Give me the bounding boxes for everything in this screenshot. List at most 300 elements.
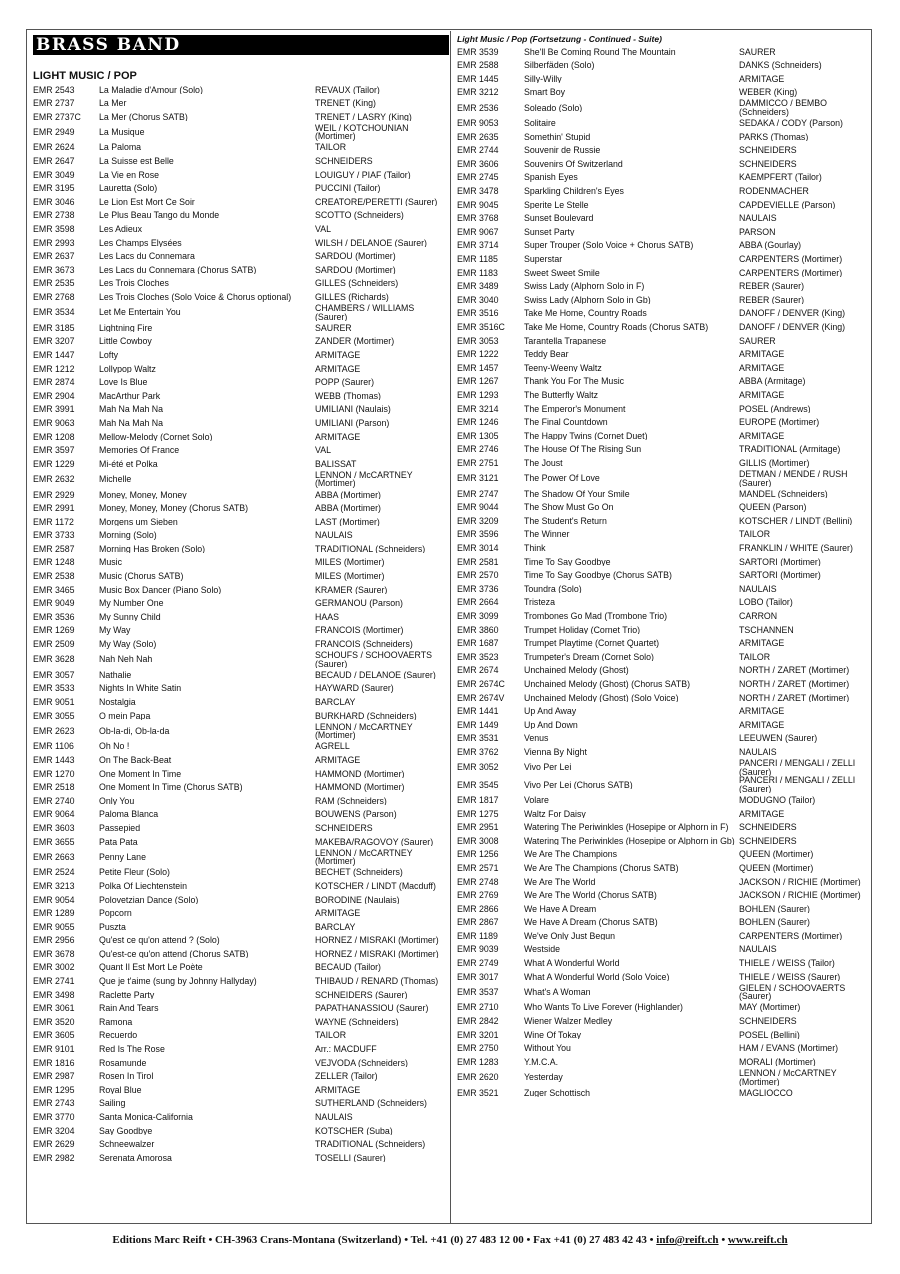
catalog-number: EMR 3539 xyxy=(457,46,499,57)
piece-title: Sweet Sweet Smile xyxy=(524,268,600,278)
catalog-number: EMR 2987 xyxy=(33,1071,75,1082)
catalog-row xyxy=(33,335,446,349)
catalog-row xyxy=(33,1029,446,1043)
composer-arranger: SCHNEIDERS (Saurer) xyxy=(315,990,408,1000)
piece-title: Toundra (Solo) xyxy=(524,584,582,594)
catalog-row xyxy=(33,321,446,335)
composer-arranger: MILES (Mortimer) xyxy=(315,572,385,581)
catalog-number: EMR 2674C xyxy=(457,679,505,689)
composer-arranger: BURKHARD (Schneiders) xyxy=(315,711,417,721)
composer-arranger: TOSELLI (Saurer) xyxy=(315,1153,386,1163)
piece-title: Morning Has Broken (Solo) xyxy=(99,544,206,554)
catalog-row xyxy=(457,514,870,528)
catalog-row xyxy=(457,650,870,664)
piece-title: Somethin' Stupid xyxy=(524,132,591,142)
piece-title: Les Lacs du Connemara (Chorus SATB) xyxy=(99,265,257,275)
catalog-row xyxy=(457,623,870,637)
composer-arranger: SARTORI (Mortimer) xyxy=(739,571,821,580)
catalog-row xyxy=(33,444,446,458)
catalog-number: EMR 3533 xyxy=(33,683,75,694)
catalog-number: EMR 2535 xyxy=(33,278,75,289)
footer-web-link[interactable]: www.reift.ch xyxy=(727,1234,788,1246)
catalog-number: EMR 3628 xyxy=(33,654,75,665)
catalog-row xyxy=(33,961,446,975)
piece-title: O mein Papa xyxy=(99,711,151,721)
catalog-number: EMR 3061 xyxy=(33,1003,75,1014)
piece-title: Sunset Boulevard xyxy=(524,214,594,223)
catalog-row xyxy=(33,83,446,97)
catalog-row xyxy=(457,1042,870,1056)
catalog-row xyxy=(457,678,870,692)
piece-title: Tristeza xyxy=(524,598,555,608)
composer-arranger: TRADITIONAL (Schneiders) xyxy=(315,544,426,554)
catalog-number: EMR 1256 xyxy=(457,849,499,860)
composer-arranger: WAYNE (Schneiders) xyxy=(315,1017,399,1027)
catalog-number: EMR 3768 xyxy=(457,213,499,224)
composer-arranger: HORNEZ / MISRAKI (Mortimer) xyxy=(315,936,439,945)
catalog-number: EMR 3214 xyxy=(457,403,499,414)
catalog-row xyxy=(33,155,446,169)
composer-arranger: SCOTTO (Schneiders) xyxy=(315,211,404,221)
piece-title: My Sunny Child xyxy=(99,612,161,622)
catalog-row xyxy=(457,902,870,916)
column-divider xyxy=(450,31,451,1223)
piece-title: Y.M.C.A. xyxy=(524,1057,559,1067)
catalog-list-right xyxy=(457,45,870,1100)
catalog-row xyxy=(33,808,446,822)
composer-arranger: ABBA (Mortimer) xyxy=(315,490,381,500)
catalog-row xyxy=(33,502,446,516)
catalog-row xyxy=(457,569,870,583)
catalog-row xyxy=(33,209,446,223)
piece-title: Mi-été et Polka xyxy=(99,459,158,469)
catalog-row xyxy=(457,171,870,185)
catalog-row xyxy=(33,638,446,652)
catalog-number: EMR 1449 xyxy=(457,719,499,730)
catalog-number: EMR 9045 xyxy=(457,199,499,210)
catalog-number: EMR 3606 xyxy=(457,158,499,169)
catalog-number: EMR 3521 xyxy=(457,1087,499,1098)
composer-arranger: ZANDER (Mortimer) xyxy=(315,337,395,346)
catalog-number: EMR 2929 xyxy=(33,489,75,500)
composer-arranger: LENNON / McCARTNEY (Mortimer) xyxy=(315,470,413,488)
piece-title: Money, Money, Money (Chorus SATB) xyxy=(99,504,249,513)
composer-arranger: NAULAIS xyxy=(739,747,777,757)
catalog-number: EMR 3536 xyxy=(33,611,75,622)
piece-title: The House Of The Rising Sun xyxy=(524,445,642,454)
catalog-row xyxy=(33,583,446,597)
piece-title: Little Cowboy xyxy=(99,337,152,346)
left-column xyxy=(33,35,446,1165)
composer-arranger: SARTORI (Mortimer) xyxy=(739,557,821,567)
piece-title: Watering The Periwinkles (Hosepipe or Alphorn in Gb) xyxy=(524,836,735,846)
piece-title: Smart Boy xyxy=(524,88,566,97)
piece-title: Les Lacs du Connemara xyxy=(99,252,195,261)
composer-arranger: BALISSAT xyxy=(315,459,357,469)
composer-arranger: BOHLEN (Saurer) xyxy=(739,904,810,914)
catalog-number: EMR 1447 xyxy=(33,349,75,360)
piece-title: Les Adieux xyxy=(99,225,143,234)
composer-arranger: SCHNEIDERS xyxy=(739,823,797,832)
catalog-row xyxy=(33,1138,446,1152)
bullet: • xyxy=(208,1234,213,1246)
catalog-number: EMR 9049 xyxy=(33,598,75,609)
catalog-number: EMR 2538 xyxy=(33,571,75,582)
bullet: • xyxy=(526,1234,531,1246)
catalog-number: EMR 2956 xyxy=(33,935,75,946)
piece-title: Swiss Lady (Alphorn Solo in F) xyxy=(524,282,645,291)
catalog-number: EMR 1275 xyxy=(457,808,499,819)
catalog-row xyxy=(33,141,446,155)
catalog-number: EMR 3052 xyxy=(457,762,499,773)
catalog-number: EMR 2674 xyxy=(457,665,499,676)
composer-arranger: EUROPE (Mortimer) xyxy=(739,418,820,427)
catalog-row xyxy=(33,97,446,111)
piece-title: Mah Na Mah Na xyxy=(99,405,164,414)
composer-arranger: LEEUWEN (Saurer) xyxy=(739,734,818,743)
piece-title: Wine Of Tokay xyxy=(524,1030,582,1040)
catalog-row xyxy=(33,821,446,835)
catalog-number: EMR 3055 xyxy=(33,710,75,721)
composer-arranger: LENNON / McCARTNEY (Mortimer) xyxy=(315,848,413,866)
catalog-row xyxy=(33,781,446,795)
catalog-row xyxy=(457,185,870,199)
composer-arranger: TRADITIONAL (Schneiders) xyxy=(315,1140,426,1149)
catalog-number: EMR 1183 xyxy=(457,267,498,278)
catalog-number: EMR 2543 xyxy=(33,84,75,95)
catalog-row xyxy=(33,624,446,638)
catalog-number: EMR 2743 xyxy=(33,1098,75,1109)
catalog-row xyxy=(457,943,870,957)
catalog-number: EMR 3545 xyxy=(457,779,499,790)
piece-title: Morning (Solo) xyxy=(99,531,157,540)
composer-arranger: SAURER xyxy=(739,336,776,346)
piece-title: We Are The Champions xyxy=(524,850,618,859)
catalog-number: EMR 3520 xyxy=(33,1016,75,1027)
catalog-row xyxy=(457,664,870,678)
piece-title: Superstar xyxy=(524,255,563,264)
piece-title: We Are The Champions (Chorus SATB) xyxy=(524,863,679,873)
catalog-number: EMR 1457 xyxy=(457,362,499,373)
composer-arranger: WEBB (Thomas) xyxy=(315,391,381,401)
composer-arranger: SAURER xyxy=(315,323,352,333)
composer-arranger: MAGLIOCCO xyxy=(739,1088,793,1098)
catalog-number: EMR 2536 xyxy=(457,102,499,113)
piece-title: The Emperor's Monument xyxy=(524,404,626,414)
piece-title: Popcorn xyxy=(99,909,132,918)
catalog-row xyxy=(33,849,446,866)
composer-arranger: AGRELL xyxy=(315,742,350,751)
catalog-row xyxy=(33,570,446,584)
catalog-row xyxy=(457,416,870,430)
catalog-row xyxy=(33,1002,446,1016)
composer-arranger: RODENMACHER xyxy=(739,187,809,196)
piece-title: The Student's Return xyxy=(524,516,607,526)
composer-arranger: RAM (Schneiders) xyxy=(315,796,387,806)
piece-title: Les Trois Cloches xyxy=(99,279,169,288)
composer-arranger: NAULAIS xyxy=(739,945,777,955)
piece-title: Santa Monica-California xyxy=(99,1113,193,1122)
catalog-number: EMR 3537 xyxy=(457,987,499,998)
catalog-row xyxy=(457,253,870,267)
piece-title: Let Me Entertain You xyxy=(99,308,181,317)
piece-title: Nathalie xyxy=(99,670,132,680)
piece-title: Who Wants To Live Forever (Highlander) xyxy=(524,1003,683,1013)
piece-title: The Power Of Love xyxy=(524,474,600,483)
piece-title: The Joust xyxy=(524,458,563,468)
composer-arranger: CAPDEVIELLE (Parson) xyxy=(739,200,836,210)
catalog-row xyxy=(457,144,870,158)
piece-title: Lauretta (Solo) xyxy=(99,184,158,193)
catalog-row xyxy=(457,821,870,835)
bullet: • xyxy=(721,1234,726,1246)
composer-arranger: SARDOU (Mortimer) xyxy=(315,265,396,275)
catalog-row xyxy=(457,429,870,443)
piece-title: Rain And Tears xyxy=(99,1004,159,1013)
catalog-row xyxy=(33,457,446,471)
composer-arranger: GILLES (Schneiders) xyxy=(315,279,399,288)
composer-arranger: UMILIANI (Naulais) xyxy=(315,405,391,414)
composer-arranger: DANOFF / DENVER (King) xyxy=(739,309,846,318)
piece-title: The Show Must Go On xyxy=(524,503,614,512)
composer-arranger: CARPENTERS (Mortimer) xyxy=(739,255,843,264)
catalog-row xyxy=(457,388,870,402)
catalog-number: EMR 2982 xyxy=(33,1152,75,1163)
catalog-row xyxy=(33,542,446,556)
catalog-row xyxy=(457,225,870,239)
piece-title: Ramona xyxy=(99,1017,133,1027)
piece-title: MacArthur Park xyxy=(99,391,161,401)
composer-arranger: GILLES (Richards) xyxy=(315,293,389,302)
catalog-number: EMR 3598 xyxy=(33,224,75,235)
catalog-number: EMR 2571 xyxy=(457,862,499,873)
catalog-row xyxy=(457,1069,870,1086)
catalog-row xyxy=(457,834,870,848)
composer-arranger: QUEEN (Mortimer) xyxy=(739,863,814,873)
catalog-number: EMR 3046 xyxy=(33,196,75,207)
catalog-row xyxy=(33,696,446,710)
composer-arranger: ARMITAGE xyxy=(739,720,785,730)
composer-arranger: KÖTSCHER (Suba) xyxy=(315,1126,393,1136)
composer-arranger: ARMITAGE xyxy=(315,364,361,374)
composer-arranger: TRENET / LASRY (King) xyxy=(315,112,412,122)
piece-title: Time To Say Goodbye (Chorus SATB) xyxy=(524,571,672,580)
composer-arranger: KRAMER (Saurer) xyxy=(315,585,388,595)
catalog-row xyxy=(33,376,446,390)
composer-arranger: REVAUX (Tailor) xyxy=(315,85,380,95)
footer-publisher: Editions Marc Reift xyxy=(112,1234,206,1246)
catalog-number: EMR 3736 xyxy=(457,583,499,594)
composer-arranger: POPP (Saurer) xyxy=(315,378,374,387)
catalog-number: EMR 1305 xyxy=(457,430,499,441)
footer-email-link[interactable]: info@reift.ch xyxy=(656,1234,719,1246)
catalog-number: EMR 2874 xyxy=(33,377,75,388)
composer-arranger: HAAS xyxy=(315,612,339,622)
catalog-number: EMR 3762 xyxy=(457,746,499,757)
catalog-row xyxy=(33,682,446,696)
composer-arranger: GILLIS (Mortimer) xyxy=(739,458,810,468)
catalog-row xyxy=(33,907,446,921)
catalog-row xyxy=(33,753,446,767)
catalog-row xyxy=(457,582,870,596)
catalog-row xyxy=(457,117,870,131)
composer-arranger: ARMITAGE xyxy=(315,1085,361,1095)
piece-title: Take Me Home, Country Roads (Chorus SATB) xyxy=(524,322,709,332)
composer-arranger: JACKSON / RICHIE (Mortimer) xyxy=(739,891,861,900)
piece-title: Yesterday xyxy=(524,1073,563,1082)
catalog-row xyxy=(33,168,446,182)
catalog-row xyxy=(457,984,870,1001)
catalog-number: EMR 1817 xyxy=(457,794,499,805)
catalog-number: EMR 2749 xyxy=(457,958,499,969)
catalog-number: EMR 2624 xyxy=(33,142,75,153)
piece-title: Qu'est-ce qu'on attend (Chorus SATB) xyxy=(99,949,249,959)
catalog-number: EMR 3733 xyxy=(33,530,75,541)
piece-title: Nights In White Satin xyxy=(99,684,182,693)
composer-arranger: PANCERI / MENGALI / ZELLI (Saurer) xyxy=(739,759,856,777)
piece-title: Teddy Bear xyxy=(524,350,569,359)
composer-arranger: TAILOR xyxy=(739,530,771,540)
piece-title: Oh No ! xyxy=(99,742,130,751)
composer-arranger: CARPENTERS (Mortimer) xyxy=(739,268,843,278)
catalog-row xyxy=(457,970,870,984)
catalog-row xyxy=(457,691,870,705)
catalog-row xyxy=(33,866,446,880)
composer-arranger: SCHNEIDERS xyxy=(315,157,373,166)
catalog-row xyxy=(33,263,446,277)
composer-arranger: PARKS (Thomas) xyxy=(739,132,809,142)
composer-arranger: ARMITAGE xyxy=(739,809,785,819)
composer-arranger: BARCLAY xyxy=(315,922,356,932)
composer-arranger: DAMMICCO / BEMBO (Schneiders) xyxy=(739,99,827,117)
composer-arranger: LENNON / McCARTNEY (Mortimer) xyxy=(315,722,413,740)
catalog-row xyxy=(457,334,870,348)
catalog-row xyxy=(457,59,870,73)
composer-arranger: SUTHERLAND (Schneiders) xyxy=(315,1099,427,1108)
catalog-row xyxy=(33,1111,446,1125)
piece-title: Nostalgia xyxy=(99,698,136,707)
catalog-number: EMR 3678 xyxy=(33,948,75,959)
composer-arranger: SEDAKA / CODY (Parson) xyxy=(739,119,843,128)
catalog-row xyxy=(457,361,870,375)
catalog-number: EMR 2741 xyxy=(33,976,75,987)
piece-title: Music Box Dancer (Piano Solo) xyxy=(99,585,222,595)
catalog-row xyxy=(457,875,870,889)
catalog-number: EMR 2518 xyxy=(33,782,75,793)
composer-arranger: MAY (Mortimer) xyxy=(739,1003,801,1013)
piece-title: The Butterfly Waltz xyxy=(524,390,598,400)
piece-title: Sailing xyxy=(99,1099,126,1108)
catalog-row xyxy=(33,934,446,948)
piece-title: Thank You For The Music xyxy=(524,377,625,386)
composer-arranger: KÖTSCHER / LINDT (Macduff) xyxy=(315,881,436,891)
catalog-number: EMR 3002 xyxy=(33,962,75,973)
catalog-number: EMR 2991 xyxy=(33,503,75,514)
catalog-row xyxy=(33,529,446,543)
composer-arranger: ABBA (Armitage) xyxy=(739,377,806,386)
piece-title: Vivo Per Lei xyxy=(524,763,572,772)
catalog-number: EMR 2663 xyxy=(33,851,75,862)
piece-title: Solitaire xyxy=(524,119,556,128)
composer-arranger: THIBAUD / RENARD (Thomas) xyxy=(315,977,439,986)
piece-title: La Vie en Rose xyxy=(99,170,159,180)
piece-title: Les Trois Cloches (Solo Voice & Chorus optional) xyxy=(99,293,292,302)
composer-arranger: HAMMOND (Mortimer) xyxy=(315,769,405,779)
piece-title: La Suisse est Belle xyxy=(99,157,174,166)
piece-title: Royal Blue xyxy=(99,1085,142,1095)
piece-title: Sunset Party xyxy=(524,227,575,237)
catalog-number: EMR 3213 xyxy=(33,880,75,891)
composer-arranger: NAULAIS xyxy=(315,531,353,540)
composer-arranger: KAEMPFERT (Tailor) xyxy=(739,173,822,183)
piece-title: My Way (Solo) xyxy=(99,640,157,649)
catalog-number: EMR 2866 xyxy=(457,903,499,914)
composer-arranger: SCHNEIDERS xyxy=(739,159,797,169)
catalog-number: EMR 1283 xyxy=(457,1056,499,1067)
composer-arranger: ARMITAGE xyxy=(739,363,785,373)
composer-arranger: CREATORE/PERETTI (Saurer) xyxy=(315,197,438,207)
piece-title: Lollypop Waltz xyxy=(99,364,156,374)
piece-title: Lofty xyxy=(99,350,119,360)
composer-arranger: POSEL (Andrews) xyxy=(739,404,811,414)
catalog-row xyxy=(33,471,446,488)
catalog-row xyxy=(33,920,446,934)
piece-title: Silberfäden (Solo) xyxy=(524,61,595,70)
composer-arranger: LENNON / McCARTNEY (Mortimer) xyxy=(739,1068,837,1087)
piece-title: Volare xyxy=(524,795,549,805)
piece-title: Up And Down xyxy=(524,720,578,730)
piece-title: The Final Countdown xyxy=(524,418,608,427)
catalog-row xyxy=(33,879,446,893)
composer-arranger: PARSON xyxy=(739,227,776,237)
bullet: • xyxy=(649,1234,654,1246)
piece-title: Vivo Per Lei (Chorus SATB) xyxy=(524,780,633,790)
catalog-number: EMR 9067 xyxy=(457,226,499,237)
catalog-row xyxy=(457,793,870,807)
catalog-number: EMR 2949 xyxy=(33,127,75,138)
catalog-row xyxy=(33,110,446,124)
catalog-number: EMR 3204 xyxy=(33,1125,75,1136)
catalog-row xyxy=(457,916,870,930)
composer-arranger: SCHNEIDERS xyxy=(739,146,797,155)
catalog-row xyxy=(457,1015,870,1029)
catalog-number: EMR 2737 xyxy=(33,98,75,109)
piece-title: Petite Fleur (Solo) xyxy=(99,868,170,877)
composer-arranger: REBER (Saurer) xyxy=(739,282,805,291)
catalog-number: EMR 9055 xyxy=(33,921,75,932)
catalog-number: EMR 1222 xyxy=(457,349,499,360)
piece-title: La Paloma xyxy=(99,143,142,153)
composer-arranger: MANDEL (Schneiders) xyxy=(739,489,828,499)
catalog-number: EMR 3714 xyxy=(457,240,499,251)
piece-title: La Maladie d'Amour (Solo) xyxy=(99,85,203,95)
continued-heading: Light Music / Pop (Fortsetzung - Continued - Suite) xyxy=(457,34,662,44)
composer-arranger: POSEL (Bellini) xyxy=(739,1030,800,1040)
piece-title: We Have A Dream (Chorus SATB) xyxy=(524,918,658,927)
footer-fax: Fax +41 (0) 27 483 42 43 xyxy=(533,1234,647,1246)
catalog-row xyxy=(33,1015,446,1029)
catalog-number: EMR 9063 xyxy=(33,417,75,428)
composer-arranger: SAURER xyxy=(739,47,776,57)
catalog-row xyxy=(33,1097,446,1111)
piece-title: Music (Chorus SATB) xyxy=(99,572,184,581)
composer-arranger: TSCHANNEN xyxy=(739,625,794,635)
composer-arranger: PUCCINI (Tailor) xyxy=(315,184,381,193)
catalog-number: EMR 2509 xyxy=(33,639,75,650)
catalog-number: EMR 2524 xyxy=(33,867,75,878)
composer-arranger: FRANCOIS (Mortimer) xyxy=(315,626,404,636)
catalog-number: EMR 2746 xyxy=(457,444,499,455)
